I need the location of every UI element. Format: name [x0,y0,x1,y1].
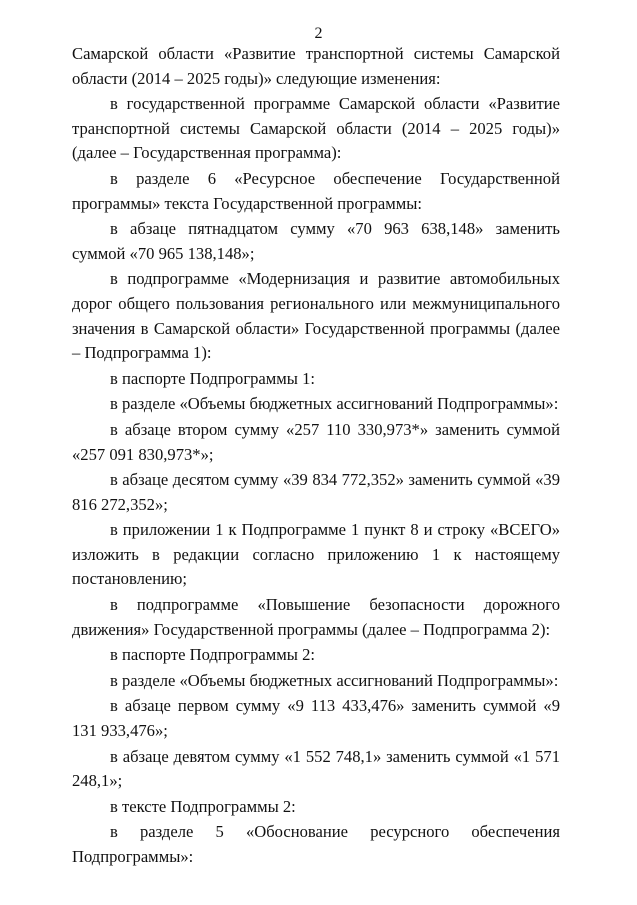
paragraph-5: в подпрограмме «Модернизация и развитие автомобильных дорог общего пользования регионального или межмуниципального значения в Самарской области» Государственной программы (далее – Подпрограмма 1): [72,269,560,363]
paragraph-9: в абзаце десятом сумму «39 834 772,352» заменить суммой «39 816 272,352»; [72,470,560,514]
paragraph-7: в разделе «Объемы бюджетных ассигнований Подпрограммы»: [110,394,559,414]
paragraph-11: в подпрограмме «Повышение безопасности дорожного движения» Государственной программы (далее – Подпрограмма 2): [72,595,560,639]
paragraph-15: в абзаце девятом сумму «1 552 748,1» заменить суммой «1 571 248,1»; [72,746,560,791]
paragraph-4: в абзаце пятнадцатом сумму «70 963 638,148» заменить суммой «70 965 138,148»; [72,219,560,263]
paragraph-17: в разделе 5 «Обоснование ресурсного обеспечения Подпрограммы»: [72,822,560,866]
paragraph-13: в разделе «Объемы бюджетных ассигнований Подпрограммы»: [110,670,559,690]
paragraph-6: в паспорте Подпрограммы 1: [110,368,316,388]
paragraph-3: в разделе 6 «Ресурсное обеспечение Государственной программы» текста Государственной программы: [72,168,560,213]
paragraph-12: в паспорте Подпрограммы 2: [110,645,316,665]
paragraph-8: в абзаце втором сумму «257 110 330,973*» заменить суммой «257 091 830,973*»; [72,419,560,464]
paragraph-10: в приложении 1 к Подпрограмме 1 пункт 8 и строку «ВСЕГО» изложить в редакции согласно приложению 1 к настоящему постановлению; [72,520,560,589]
paragraph-2: в государственной программе Самарской области «Развитие транспортной системы Самарской области (2014 – 2025 годы)» (далее – Государственная программа): [72,94,560,163]
page-number: 2 [314,25,323,42]
document-body [72,42,560,870]
paragraph-1: Самарской области «Развитие транспортной системы Самарской области (2014 – 2025 годы)» следующие изменения: [72,44,560,88]
paragraph-14: в абзаце первом сумму «9 113 433,476» заменить суммой «9 131 933,476»; [72,696,560,741]
paragraph-16: в тексте Подпрограммы 2: [110,796,296,816]
